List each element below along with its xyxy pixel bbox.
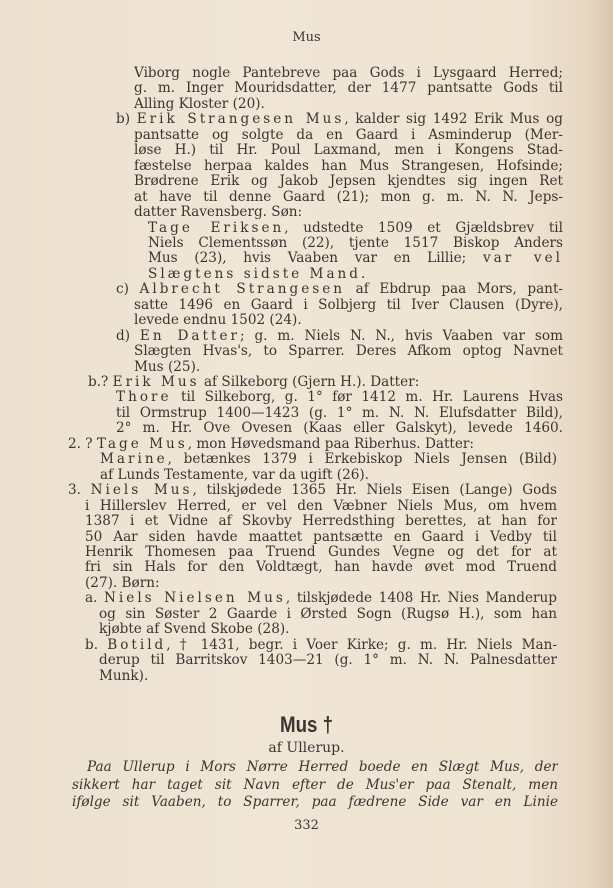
emphasized-name: Niels Nielsen Mus [104, 590, 286, 607]
text-segment: a. [85, 590, 105, 607]
text-line [85, 575, 557, 591]
text-segment: kjøbte af Svend Skobe (28). [99, 621, 290, 638]
text-segment: 1387 i et Vidne af Skovby Herredsthing berettes, at han for [85, 513, 557, 530]
text-line [134, 343, 563, 359]
text-line [134, 312, 563, 328]
text-line [134, 173, 563, 189]
text-line [99, 668, 557, 684]
text-line [134, 96, 563, 112]
text-segment: til Ormstrup 1400—1423 (g. 1° m. N. N. Elufsdatter Bild), [116, 404, 563, 421]
text-line [134, 359, 563, 375]
text-segment: Alling Kloster (20). [134, 95, 265, 112]
text-segment: fri sin Hals for den Voldtægt, han havde øvet mod Truend [85, 559, 557, 576]
text-segment: af Lunds Testamente, var da ugift (26). [100, 466, 370, 483]
text-line [85, 637, 557, 653]
text-line [116, 328, 563, 344]
section-text-line: ifølge sit Vaaben, to Sparrer, paa fædrene Side var en Linie [72, 794, 558, 810]
emphasized-name: En Datter [139, 327, 240, 344]
text-line [100, 467, 557, 483]
text-segment: , tilskjødede 1365 Hr. Niels Eisen (Lange) Gods [192, 482, 557, 499]
text-line [99, 606, 557, 622]
emphasized-name: Erik Strangesen Mus [136, 111, 345, 128]
text-segment: af Ebdrup paa Mors, pant- [345, 281, 563, 298]
text-segment: Brødrene Erik og Jakob Jepsen kjendtes sig ingen Ret [134, 173, 563, 190]
text-segment: Viborg nogle Pantebreve paa Gods i Lysgaard Herred; [134, 65, 563, 81]
text-segment: Mus (23), hvis Vaaben var en Lillie; [148, 250, 483, 267]
section-text-line: Paa Ullerup i Mors Nørre Herred boede en Slægt Mus, der [87, 759, 558, 775]
emphasized-name: Erik Mus [112, 374, 200, 390]
text-segment: fæstelse herpaa kaldes han Mus Strangesen, Hofsinde; [134, 157, 563, 174]
text-line [116, 420, 563, 436]
text-segment: 2° m. Hr. Ove Ovesen (Kaas eller Galskyt), levede 1460. [116, 420, 563, 437]
text-line [134, 158, 563, 174]
text-segment: , udstedte 1509 et Gjældsbrev til [284, 219, 563, 236]
text-segment: d) [116, 327, 140, 344]
emphasized-name: Niels Mus [90, 482, 193, 499]
text-line [99, 652, 557, 668]
page-number: 332 [294, 818, 319, 833]
text-segment: Henrik Thomesen paa Truend Gundes Vegne og det for at [85, 543, 557, 560]
text-segment: b) [116, 111, 137, 128]
text-segment: , mon Høvedsmand paa Riberhus. Datter: [187, 435, 474, 452]
text-line [134, 297, 563, 313]
text-line [116, 281, 563, 297]
text-segment: ; g. m. Niels N. N., hvis Vaaben var som [239, 327, 563, 344]
text-line [134, 142, 563, 158]
text-line [100, 451, 557, 467]
text-segment: Mus (25). [134, 358, 201, 375]
text-segment: løse H.) til Hr. Poul Laxmand, men i Kongens Stad- [134, 142, 563, 159]
emphasized-name: Thore [116, 389, 172, 406]
text-segment: af Silkeborg (Gjern H.). Datter: [199, 374, 420, 390]
text-line [148, 250, 563, 266]
text-segment: til Silkeborg, g. 1° før 1412 m. Hr. Laurens Hvas [171, 389, 563, 406]
text-line [134, 80, 563, 96]
text-line [85, 513, 557, 529]
text-segment: derup til Barritskov 1403—21 (g. 1° m. N. N. Palnesdatter [99, 652, 557, 669]
text-segment: , betænkes 1379 i Erkebiskop Niels Jensen (Bild) [167, 451, 557, 468]
text-segment: levede endnu 1502 (24). [134, 312, 302, 329]
text-line [148, 220, 563, 236]
text-line [116, 389, 563, 405]
text-segment: i Hillerslev Herred, er vel den Væbner Niels Mus, om hvem [85, 497, 557, 514]
text-line [85, 498, 557, 514]
text-line [134, 127, 563, 143]
section-text-line: sikkert har taget sit Navn efter de Mus'er paa Stenalt, men [72, 776, 558, 793]
text-segment: Munk). [99, 667, 149, 684]
text-line [148, 235, 563, 251]
emphasized-name: Botild [107, 636, 167, 653]
text-line [116, 405, 563, 421]
text-segment: b. [85, 636, 108, 653]
text-segment: , † 1431, begr. i Voer Kirke; g. m. Hr. Niels Man- [166, 636, 557, 653]
text-segment: datter Ravensberg. Søn: [134, 204, 303, 221]
text-segment: 3. [68, 482, 91, 499]
text-segment: at have til denne Gaard (21); mon g. m. N. N. Jeps- [134, 188, 563, 205]
text-segment: 2. ? [68, 435, 97, 452]
text-segment: 50 Aar siden havde maattet pantsætte en Gaard i Vedby til [85, 528, 557, 545]
section-subtitle: af Ullerup. [268, 740, 345, 756]
text-line [134, 189, 563, 205]
text-line [68, 436, 557, 452]
emphasized-name: Slægtens sidste Mand. [148, 265, 369, 282]
text-line [134, 65, 563, 81]
text-segment: satte 1496 en Gaard i Solbjerg til Iver Clausen (Dyre), [134, 296, 563, 313]
text-line [148, 266, 563, 282]
text-line [88, 374, 563, 390]
emphasized-name: Tage Mus [96, 435, 188, 452]
text-segment: g. m. Inger Mouridsdatter, der 1477 pantsatte Gods til [134, 80, 563, 97]
text-line [134, 204, 563, 220]
emphasized-name: var vel [482, 250, 563, 267]
text-segment: , kalder sig 1492 Erik Mus og [344, 111, 563, 128]
text-segment: , tilskjødede 1408 Hr. Nies Manderup [285, 590, 557, 607]
section-title: Mus † [279, 712, 333, 737]
running-head: Mus [292, 30, 321, 45]
emphasized-name: Albrecht Strangesen [139, 281, 346, 298]
text-line [99, 621, 557, 637]
text-line [116, 111, 563, 127]
text-segment: (27). Børn: [85, 574, 160, 591]
text-segment: c) [116, 281, 140, 298]
text-segment: pantsatte og solgte da en Gaard i Asminderup (Mer- [134, 126, 563, 143]
text-line [68, 482, 557, 498]
emphasized-name: Tage Eriksen [148, 219, 285, 236]
text-segment: b.? [88, 374, 113, 390]
text-segment: Slægten Hvas's, to Sparrer. Deres Afkom optog Navnet [134, 343, 563, 360]
text-line [85, 544, 557, 560]
emphasized-name: Marine [100, 451, 168, 468]
text-line [85, 559, 557, 575]
text-segment: Niels Clementssøn (22), tjente 1517 Biskop Anders [148, 234, 563, 251]
text-line [85, 590, 557, 606]
text-line [85, 529, 557, 545]
text-segment: og sin Søster 2 Gaarde i Ørsted Sogn (Rugsø H.), som han [99, 605, 557, 622]
